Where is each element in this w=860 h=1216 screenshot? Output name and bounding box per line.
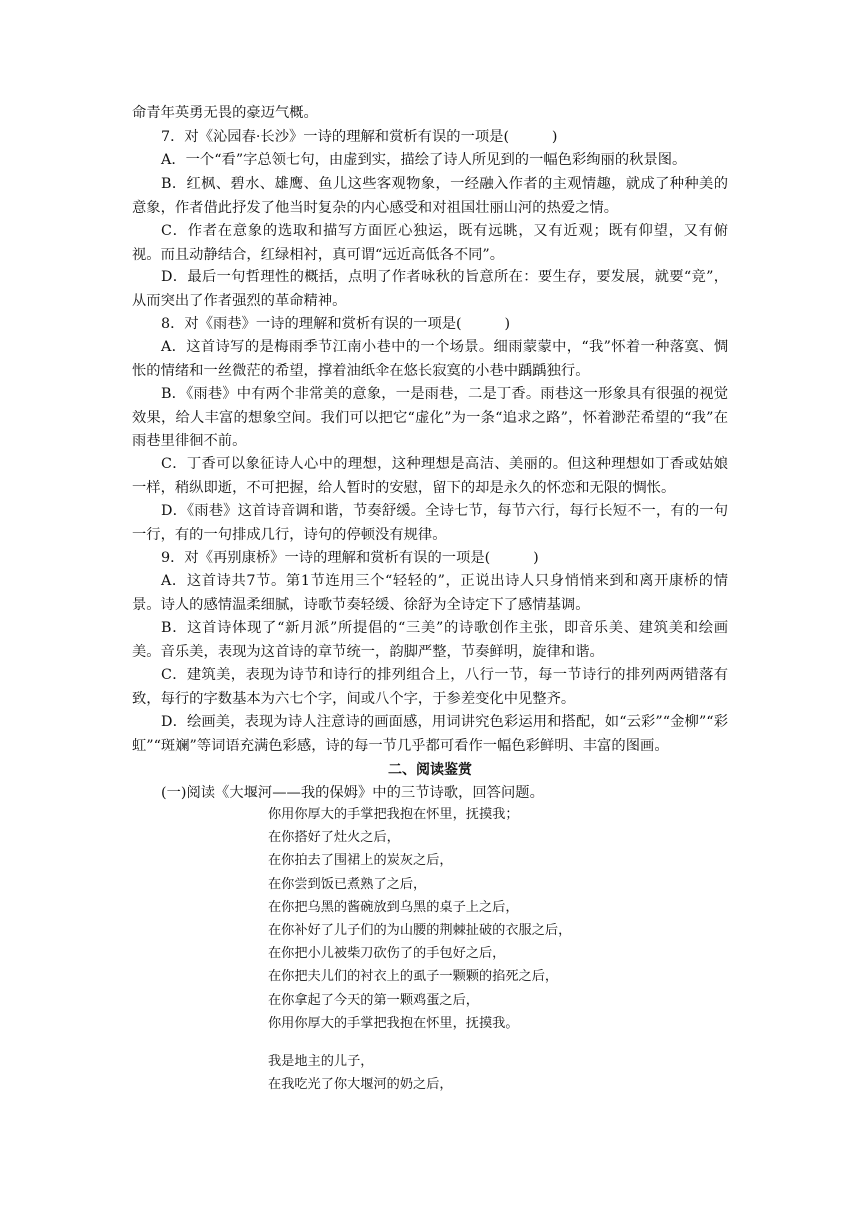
q8-stem: 8．对《雨巷》一诗的理解和赏析有误的一项是( ) (161, 316, 511, 332)
poem-line: 在你拍去了围裙上的炭灰之后， (268, 853, 453, 869)
q7-stem: 7．对《沁园春·长沙》一诗的理解和赏析有误的一项是( ) (161, 129, 558, 145)
poem-stanza-1 (268, 803, 728, 1035)
poem-line: 在你补好了儿子们的为山腰的荆棘扯破的衣服之后， (268, 923, 572, 939)
q8-option-d: D．《雨巷》这首诗音调和谐，节奏舒缓。全诗七节，每节六行，每行长短不一，有的一句一行，有的一句排成几行，诗句的停顿没有规律。 (132, 503, 728, 543)
poem-line: 我是地主的儿子， (268, 1054, 374, 1069)
q9-option-b: B．这首诗体现了“新月派”所提倡的“三美”的诗歌创作主张，即音乐美、建筑美和绘画美。音乐美，表现为这首诗的章节统一，韵脚严整，节奏鲜明，旋律和谐。 (132, 620, 728, 660)
poem-line: 在你尝到饭已煮熟了之后， (268, 876, 427, 892)
poem-line: 在你搭好了灶火之后， (268, 830, 400, 846)
q7-option-d: D．最后一句哲理性的概括，点明了作者咏秋的旨意所在：要生存，要发展，就要“竞”，从而突出了作者强烈的革命精神。 (132, 269, 728, 309)
q9-option-a: A．这首诗共7节。第1节连用三个“轻轻的”，正说出诗人只身悄悄来到和离开康桥的情景。诗人的感情温柔细腻，诗歌节奏轻缓、徐舒为全诗定下了感情基调。 (132, 573, 728, 613)
q7-option-c: C．作者在意象的选取和描写方面匠心独运，既有远眺，又有近观；既有仰望，又有俯视。而且动静结合，红绿相衬，真可谓“远近高低各不同”。 (132, 223, 728, 263)
poem-line: 你用你厚大的手掌把我抱在怀里，抚摸我。 (268, 1015, 519, 1031)
poem-line: 在你把乌黑的酱碗放到乌黑的桌子上之后， (268, 899, 519, 915)
poem-line: 你用你厚大的手掌把我抱在怀里，抚摸我； (268, 807, 519, 822)
section-intro: (一)阅读《大堰河——我的保姆》中的三节诗歌，回答问题。 (161, 785, 544, 801)
poem-stanza-2 (268, 1050, 728, 1096)
q8-option-a: A．这首诗写的是梅雨季节江南小巷中的一个场景。细雨蒙蒙中，“我”怀着一种落寞、惆怅的情绪和一丝微茫的希望，撑着油纸伞在悠长寂寞的小巷中踽踽独行。 (132, 339, 728, 379)
poem-line: 在你把夫儿们的衬衣上的虱子一颗颗的掐死之后， (268, 969, 559, 985)
q9-option-d: D．绘画美，表现为诗人注意诗的画面感，用词讲究色彩运用和搭配，如“云彩”“金柳”“彩虹”“斑斓”等词语充满色彩感，诗的每一节几乎都可看作一幅色彩鲜明、丰富的图画。 (132, 714, 728, 754)
section-heading: 二、阅读鉴赏 (388, 762, 472, 778)
q8-option-c: C．丁香可以象征诗人心中的理想，这种理想是高洁、美丽的。但这种理想如丁香或姑娘一样，稍纵即逝，不可把握，给人暂时的安慰，留下的却是永久的怀恋和无限的惆怅。 (132, 456, 728, 496)
q8-option-b: B．《雨巷》中有两个非常美的意象，一是雨巷，二是丁香。雨巷这一形象具有很强的视觉效果，给人丰富的想象空间。我们可以把它“虚化”为一条“追求之路”，怀着渺茫希望的“我”在雨巷里徘徊不前。 (132, 386, 728, 449)
q7-option-b: B．红枫、碧水、雄鹰、鱼儿这些客观物象，一经融入作者的主观情趣，就成了种种美的意象，作者借此抒发了他当时复杂的内心感受和对祖国壮丽山河的热爱之情。 (132, 176, 728, 216)
poem-line: 在你把小儿被柴刀砍伤了的手包好之后， (268, 946, 506, 962)
poem-line: 在你拿起了今天的第一颗鸡蛋之后， (268, 992, 479, 1008)
q9-option-c: C．建筑美，表现为诗节和诗行的排列组合上，八行一节，每一节诗行的排列两两错落有致，每行的字数基本为六七个字，间或八个字，于参差变化中见整齐。 (132, 667, 728, 707)
q7-option-a: A．一个“看”字总领七句，由虚到实，描绘了诗人所见到的一幅色彩绚丽的秋景图。 (161, 152, 687, 168)
continuation-text: 命青年英勇无畏的豪迈气概。 (132, 105, 318, 121)
poem-line: 在我吃光了你大堰河的奶之后， (268, 1077, 453, 1093)
q9-stem: 9．对《再别康桥》一诗的理解和赏析有误的一项是( ) (161, 550, 539, 566)
